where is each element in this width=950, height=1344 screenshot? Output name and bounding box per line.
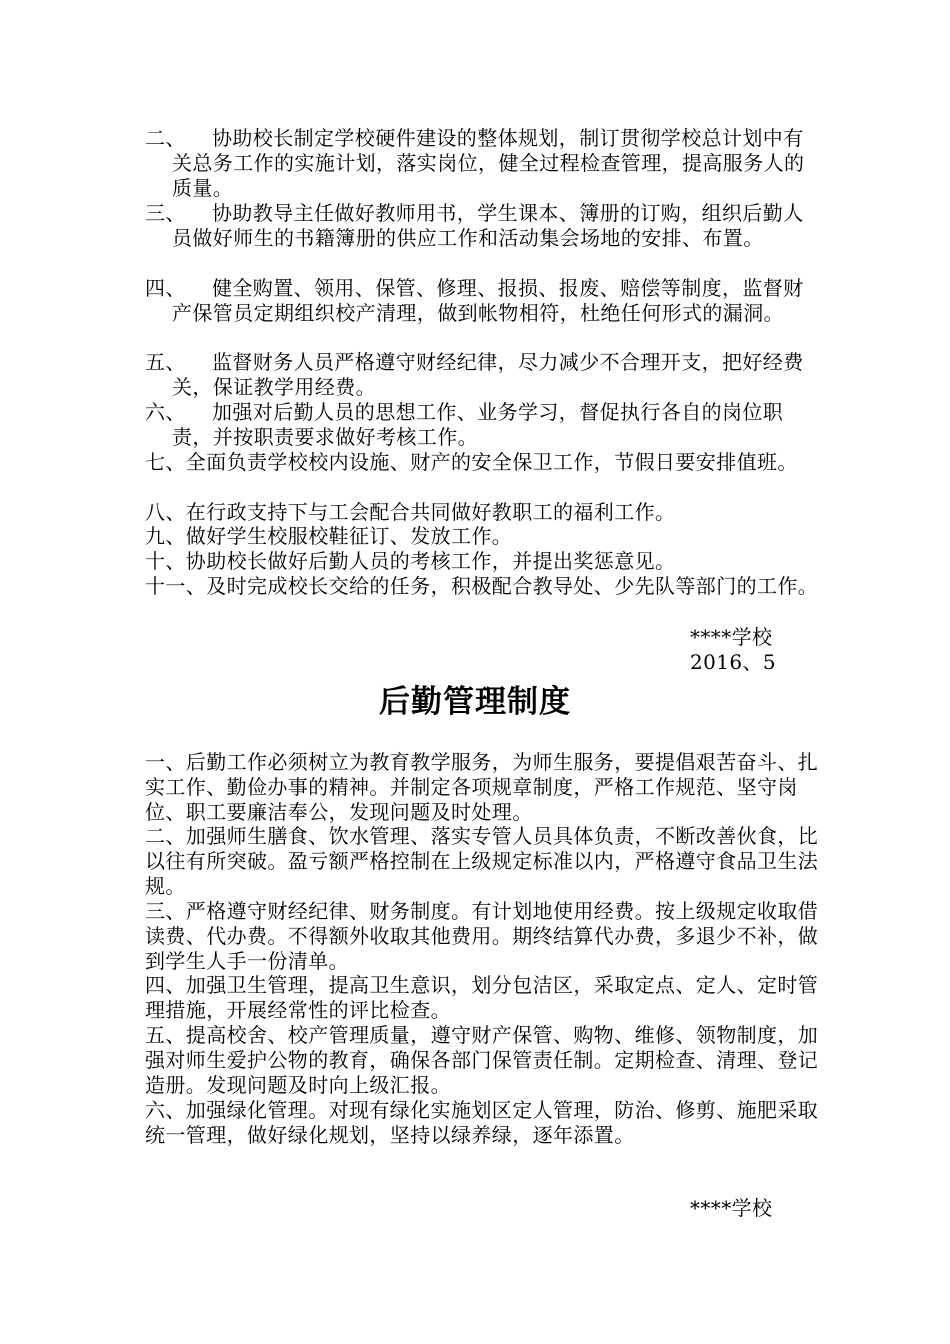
rule-paragraph-1: 一、后勤工作必须树立为教育教学服务，为师生服务，要提倡艰苦奋斗、扎实工作、勤俭办事的精神。并制定各项规章制度，严格工作规范、坚守岗位、职工要廉洁奉公，发现问题及时处理。 [145,750,819,824]
rule-paragraph-3: 三、严格遵守财经纪律、财务制度。有计划地使用经费。按上级规定收取借读费、代办费。不得额外收取其他费用。期终结算代办费，多退少不补，做到学生人手一份清单。 [145,899,819,973]
duty-item-5 [145,350,815,400]
duty-item-8: 八、在行政支持下与工会配合共同做好教职工的福利工作。 [145,500,676,524]
duty-number: 六、 [145,400,186,424]
duty-item-3 [145,201,815,251]
duty-item-6 [145,400,815,450]
duty-item-10: 十、协助校长做好后勤人员的考核工作，并提出奖惩意见。 [145,549,676,573]
duty-text: 健全购置、领用、保管、修理、报损、报废、赔偿等制度，监督财产保管员定期组织校产清理，做到帐物相符，杜绝任何形式的漏洞。 [172,276,804,325]
rule-paragraph-5: 五、提高校舍、校产管理质量，遵守财产保管、购物、维修、领物制度，加强对师生爱护公物的教育，确保各部门保管责任制。定期检查、清理、登记造册。发现问题及时向上级汇报。 [145,1023,819,1097]
duty-number: 三、 [145,201,186,225]
rule-paragraph-4: 四、加强卫生管理，提高卫生意识，划分包洁区，采取定点、定人、定时管理措施，开展经常性的评比检查。 [145,973,819,1022]
duty-text: 加强对后勤人员的思想工作、业务学习，督促执行各自的岗位职责，并按职责要求做好考核工作。 [172,400,784,449]
duty-text: 协助教导主任做好教师用书，学生课本、簿册的订购，组织后勤人员做好师生的书籍簿册的供应工作和活动集会场地的安排、布置。 [172,201,804,250]
duty-item-7: 七、全面负责学校校内设施、财产的安全保卫工作，节假日要安排值班。 [145,450,798,474]
signature-school-2: ****学校 [690,1196,773,1220]
rule-paragraph-6: 六、加强绿化管理。对现有绿化实施划区定人管理，防治、修剪、施肥采取统一管理，做好绿化规划，坚持以绿养绿，逐年添置。 [145,1098,819,1147]
duty-text: 监督财务人员严格遵守财经纪律，尽力减少不合理开支，把好经费关，保证教学用经费。 [172,350,804,399]
signature-date: 2016、5 [690,650,777,674]
duty-number: 五、 [145,350,186,374]
rule-paragraph-2: 二、加强师生膳食、饮水管理、落实专管人员具体负责，不断改善伙食，比以往有所突破。盈亏额严格控制在上级规定标准以内，严格遵守食品卫生法规。 [145,824,819,898]
duty-item-11: 十一、及时完成校长交给的任务，积极配合教导处、少先队等部门的工作。 [145,574,819,598]
duty-item-9: 九、做好学生校服校鞋征订、发放工作。 [145,524,513,548]
duty-number: 四、 [145,276,186,300]
document-title: 后勤管理制度 [379,684,571,720]
duty-item-2 [145,126,815,201]
duty-number: 二、 [145,126,186,150]
duty-item-4 [145,276,815,326]
duty-text: 协助校长制定学校硬件建设的整体规划，制订贯彻学校总计划中有关总务工作的实施计划，落实岗位，健全过程检查管理，提高服务人的质量。 [172,126,805,200]
signature-school: ****学校 [690,625,773,649]
